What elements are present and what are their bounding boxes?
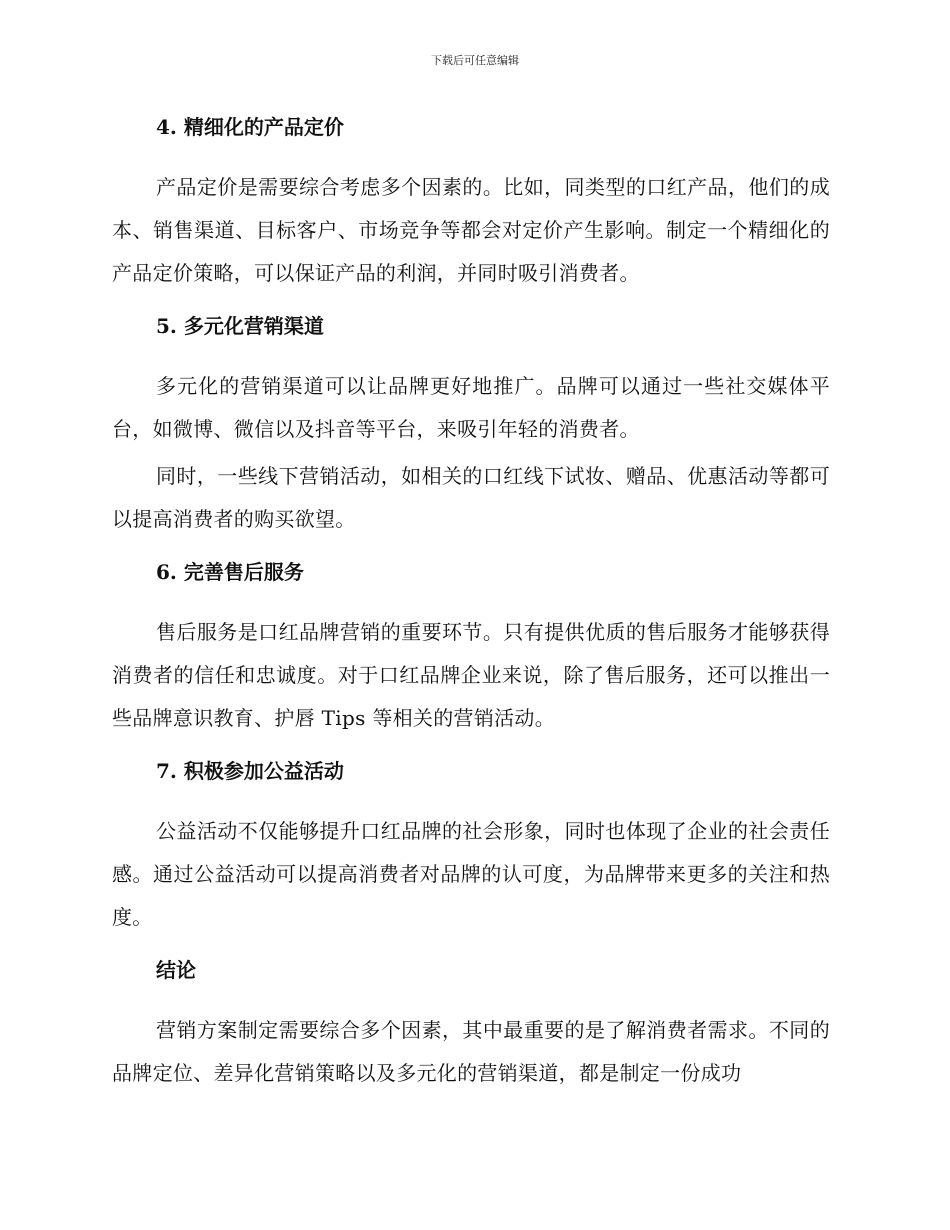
paragraph-channels-online: 多元化的营销渠道可以让品牌更好地推广。品牌可以通过一些社交媒体平台，如微博、微信以及抖音等平台，来吸引年轻的消费者。 <box>112 374 830 441</box>
document-body <box>112 110 830 1095</box>
section-heading-channels: 5. 多元化营销渠道 <box>156 314 324 338</box>
paragraph-charity: 公益活动不仅能够提升口红品牌的社会形象，同时也体现了企业的社会责任感。通过公益活动可以提高消费者对品牌的认可度，为品牌带来更多的关注和热度。 <box>112 819 830 929</box>
section-heading-after-sales: 6. 完善售后服务 <box>156 560 304 584</box>
section-heading-pricing: 4. 精细化的产品定价 <box>156 115 344 139</box>
paragraph-channels-offline: 同时，一些线下营销活动，如相关的口红线下试妆、赠品、优惠活动等都可以提高消费者的购买欲望。 <box>112 464 830 531</box>
section-heading-conclusion: 结论 <box>156 958 196 982</box>
section-heading-charity: 7. 积极参加公益活动 <box>156 759 344 783</box>
page-header-note: 下载后可任意编辑 <box>431 54 519 67</box>
paragraph-conclusion: 营销方案制定需要综合多个因素，其中最重要的是了解消费者需求。不同的品牌定位、差异化营销策略以及多元化的营销渠道，都是制定一份成功 <box>112 1018 830 1085</box>
paragraph-pricing: 产品定价是需要综合考虑多个因素的。比如，同类型的口红产品，他们的成本、销售渠道、目标客户、市场竞争等都会对定价产生影响。制定一个精细化的产品定价策略，可以保证产品的利润，并同时吸引消费者。 <box>112 175 830 285</box>
paragraph-after-sales: 售后服务是口红品牌营销的重要环节。只有提供优质的售后服务才能够获得消费者的信任和忠诚度。对于口红品牌企业来说，除了售后服务，还可以推出一些品牌意识教育、护唇 Tips 等相关的营销活动。 <box>112 620 830 730</box>
